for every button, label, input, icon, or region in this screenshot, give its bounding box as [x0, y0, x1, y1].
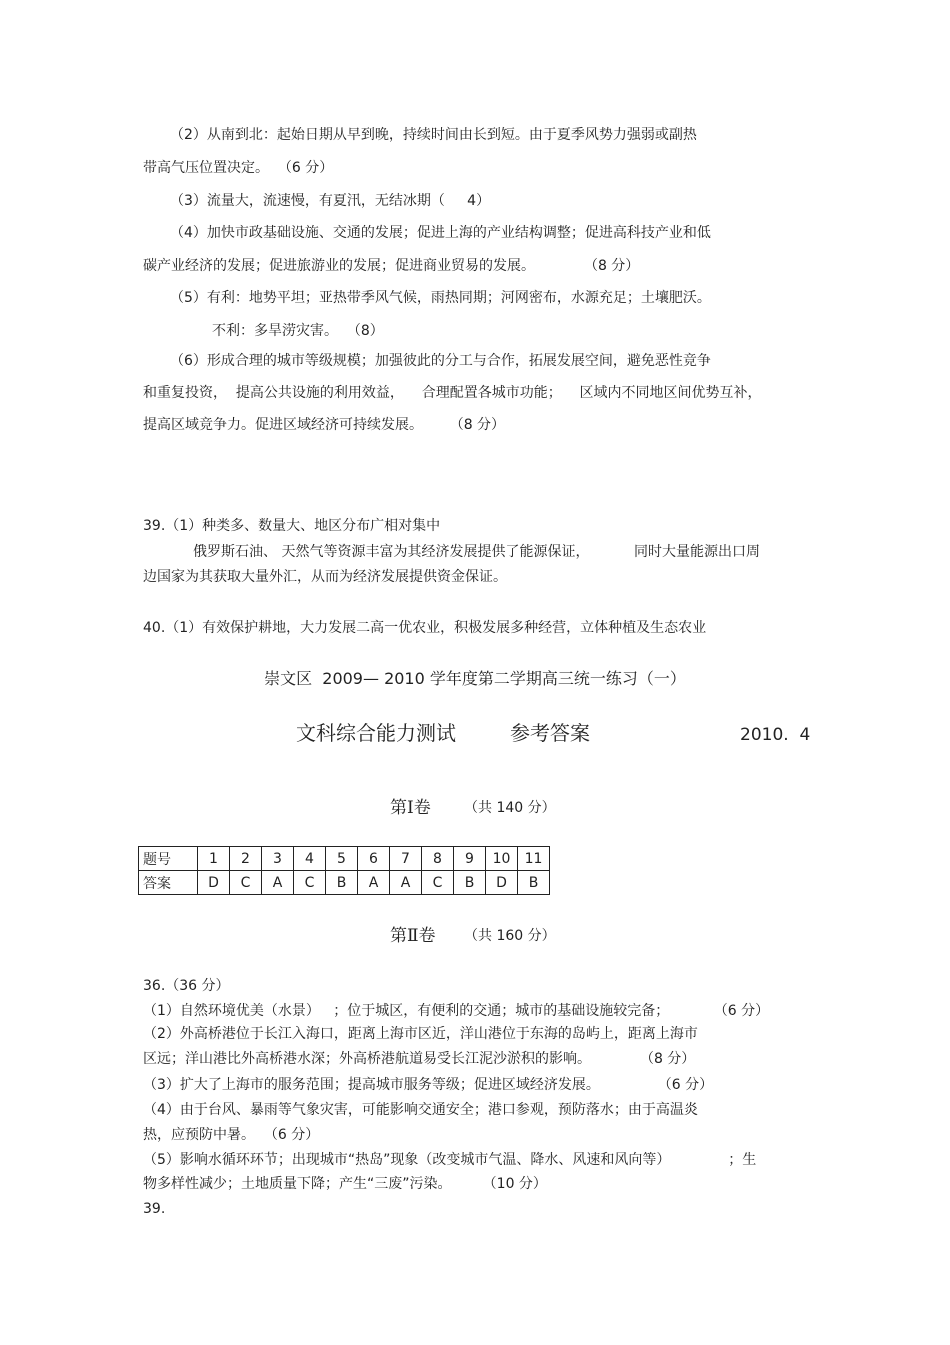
- table-row-answers: [139, 871, 550, 895]
- q36-line-5-cont: 物多样性减少；土地质量下降；产生“三废”污染。 （10 分）: [143, 1176, 547, 1192]
- table-cell: A: [262, 871, 294, 895]
- row-label-number: 题号: [139, 847, 198, 871]
- answer-line-6-end: 提高区域竞争力。促进区域经济可持续发展。 （8 分）: [143, 417, 506, 433]
- document-title: 崇文区 2009— 2010 学年度第二学期高三统一练习（一）: [264, 669, 686, 688]
- answer-line-5: （5）有利：地势平坦；亚热带季风气候，雨热同期；河网密布，水源充足；土壤肥沃。: [170, 290, 711, 306]
- q40-line-1: 40.（1）有效保护耕地，大力发展二高一优农业，积极发展多种经营，立体种植及生态农业: [143, 620, 707, 636]
- q36-line-1: （1）自然环境优美（水景） ；位于城区，有便利的交通；城市的基础设施较完备； （6 分）: [143, 1003, 770, 1019]
- q36-line-4-cont: 热，应预防中暑。 （6 分）: [143, 1127, 320, 1143]
- row-label-answer: 答案: [139, 871, 198, 895]
- answer-line-6: （6）形成合理的城市等级规模；加强彼此的分工与合作，拓展发展空间，避免恶性竞争: [170, 353, 711, 369]
- volume-1-score: （共 140 分）: [464, 800, 556, 816]
- q36-heading: 36.（36 分）: [143, 978, 230, 994]
- answer-line-5-cont: 不利：多旱涝灾害。 （8）: [212, 323, 384, 339]
- table-cell: C: [230, 871, 262, 895]
- table-cell: 1: [198, 847, 230, 871]
- volume-1-title: 第Ⅰ卷: [390, 798, 431, 818]
- q36-line-2-cont: 区远；洋山港比外高桥港水深；外高桥港航道易受长江泥沙淤积的影响。 （8 分）: [143, 1051, 696, 1067]
- table-cell: 6: [358, 847, 390, 871]
- table-cell: D: [486, 871, 518, 895]
- q36-line-4: （4）由于台风、暴雨等气象灾害，可能影响交通安全；港口参观，预防落水；由于高温炎: [143, 1102, 698, 1118]
- table-cell: A: [358, 871, 390, 895]
- table-cell: 9: [454, 847, 486, 871]
- q36-line-2: （2）外高桥港位于长江入海口，距离上海市区近，洋山港位于东海的岛屿上，距离上海市: [143, 1026, 698, 1042]
- table-cell: 7: [390, 847, 422, 871]
- table-cell: 4: [294, 847, 326, 871]
- answer-line-4: （4）加快市政基础设施、交通的发展；促进上海的产业结构调整；促进高科技产业和低: [170, 225, 711, 241]
- table-cell: 11: [518, 847, 550, 871]
- exam-title: 文科综合能力测试: [296, 721, 456, 745]
- answer-line-3: （3）流量大，流速慢，有夏汛，无结冰期（ 4）: [170, 193, 491, 209]
- q36-line-3: （3）扩大了上海市的服务范围；提高城市服务等级；促进区域经济发展。 （6 分）: [143, 1077, 714, 1093]
- answer-table: [138, 846, 550, 895]
- answer-line-2: （2）从南到北：起始日期从早到晚，持续时间由长到短。由于夏季风势力强弱或副热: [170, 127, 697, 143]
- q39-line-2: 俄罗斯石油、 天然气等资源丰富为其经济发展提供了能源保证， 同时大量能源出口周: [193, 544, 760, 560]
- table-cell: C: [422, 871, 454, 895]
- table-cell: 8: [422, 847, 454, 871]
- answer-key-title: 参考答案: [510, 721, 590, 745]
- table-cell: B: [518, 871, 550, 895]
- table-row-numbers: [139, 847, 550, 871]
- table-cell: 10: [486, 847, 518, 871]
- answer-line-6-cont: 和重复投资， 提高公共设施的利用效益， 合理配置各城市功能； 区域内不同地区间优势互补，: [143, 385, 762, 401]
- table-cell: 2: [230, 847, 262, 871]
- q39-line-3: 边国家为其获取大量外汇，从而为经济发展提供资金保证。: [143, 569, 507, 585]
- table-cell: 3: [262, 847, 294, 871]
- volume-2-score: （共 160 分）: [464, 928, 556, 944]
- volume-2-title: 第Ⅱ卷: [390, 926, 436, 946]
- answer-line-2-cont: 带高气压位置决定。 （6 分）: [143, 160, 334, 176]
- table-cell: B: [326, 871, 358, 895]
- q36-line-5: （5）影响水循环环节；出现城市“热岛”现象（改变城市气温、降水、风速和风向等） ；生: [143, 1152, 757, 1168]
- table-cell: 5: [326, 847, 358, 871]
- table-cell: C: [294, 871, 326, 895]
- q39-heading: 39.: [143, 1201, 166, 1217]
- date-label: 2010. 4: [740, 725, 811, 745]
- answer-line-4-cont: 碳产业经济的发展；促进旅游业的发展；促进商业贸易的发展。 （8 分）: [143, 258, 640, 274]
- table-cell: A: [390, 871, 422, 895]
- table-cell: B: [454, 871, 486, 895]
- table-cell: D: [198, 871, 230, 895]
- q39-line-1: 39.（1）种类多、数量大、地区分布广相对集中: [143, 518, 441, 534]
